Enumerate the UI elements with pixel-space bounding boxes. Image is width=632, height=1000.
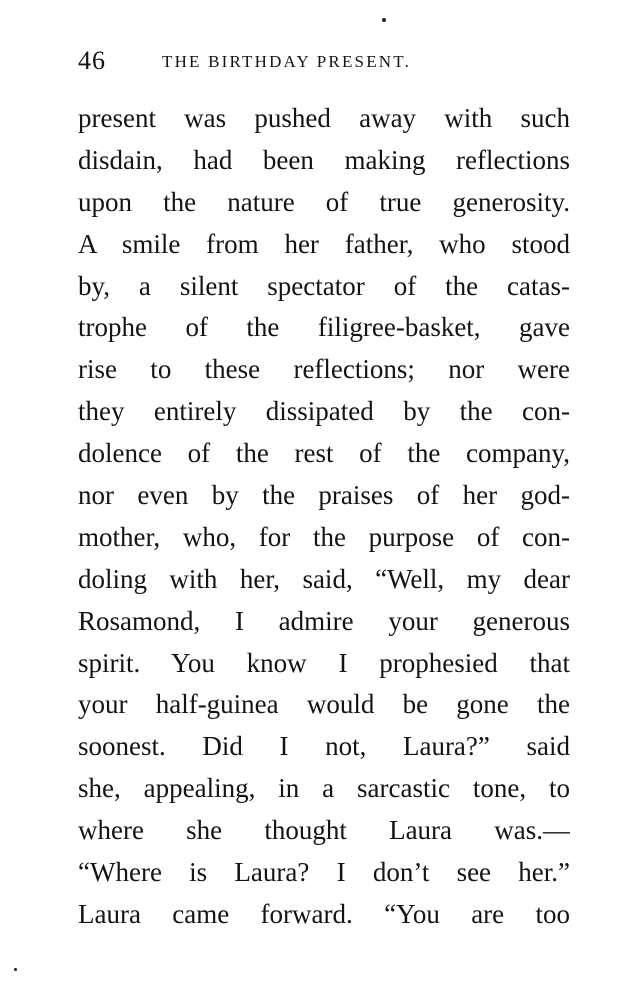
running-title: THE BIRTHDAY PRESENT. xyxy=(162,52,412,71)
page-number: 46 xyxy=(78,46,106,75)
text-line: dolence of the rest of the company, xyxy=(78,438,570,469)
ink-speck xyxy=(14,968,17,971)
text-line: Laura came forward. “You are too xyxy=(78,898,570,929)
text-line: she, appealing, in a sarcastic tone, to xyxy=(78,773,570,804)
text-line: “Where is Laura? I don’t see her.” xyxy=(78,857,570,888)
text-line: nor even by the praises of her god- xyxy=(78,480,570,511)
body-text xyxy=(78,98,570,936)
text-line: spirit. You know I prophesied that xyxy=(78,647,570,678)
text-line: they entirely dissipated by the con- xyxy=(78,396,570,427)
text-line: Rosamond, I admire your generous xyxy=(78,605,570,636)
text-line: by, a silent spectator of the catas- xyxy=(78,270,570,301)
text-line: mother, who, for the purpose of con- xyxy=(78,521,570,552)
text-line: soonest. Did I not, Laura?” said xyxy=(78,731,570,762)
text-line: present was pushed away with such xyxy=(78,103,570,133)
text-line: trophe of the filigree-basket, gave xyxy=(78,312,570,343)
text-line: rise to these reflections; nor were xyxy=(78,354,570,385)
text-line: upon the nature of true generosity. xyxy=(78,186,570,217)
text-line: doling with her, said, “Well, my dear xyxy=(78,563,570,594)
text-line: disdain, had been making reflections xyxy=(78,144,570,175)
page-header xyxy=(78,46,578,76)
text-line: your half-guinea would be gone the xyxy=(78,689,570,720)
text-line: A smile from her father, who stood xyxy=(78,228,570,259)
ink-speck xyxy=(382,18,386,22)
text-line: where she thought Laura was.— xyxy=(78,815,570,846)
